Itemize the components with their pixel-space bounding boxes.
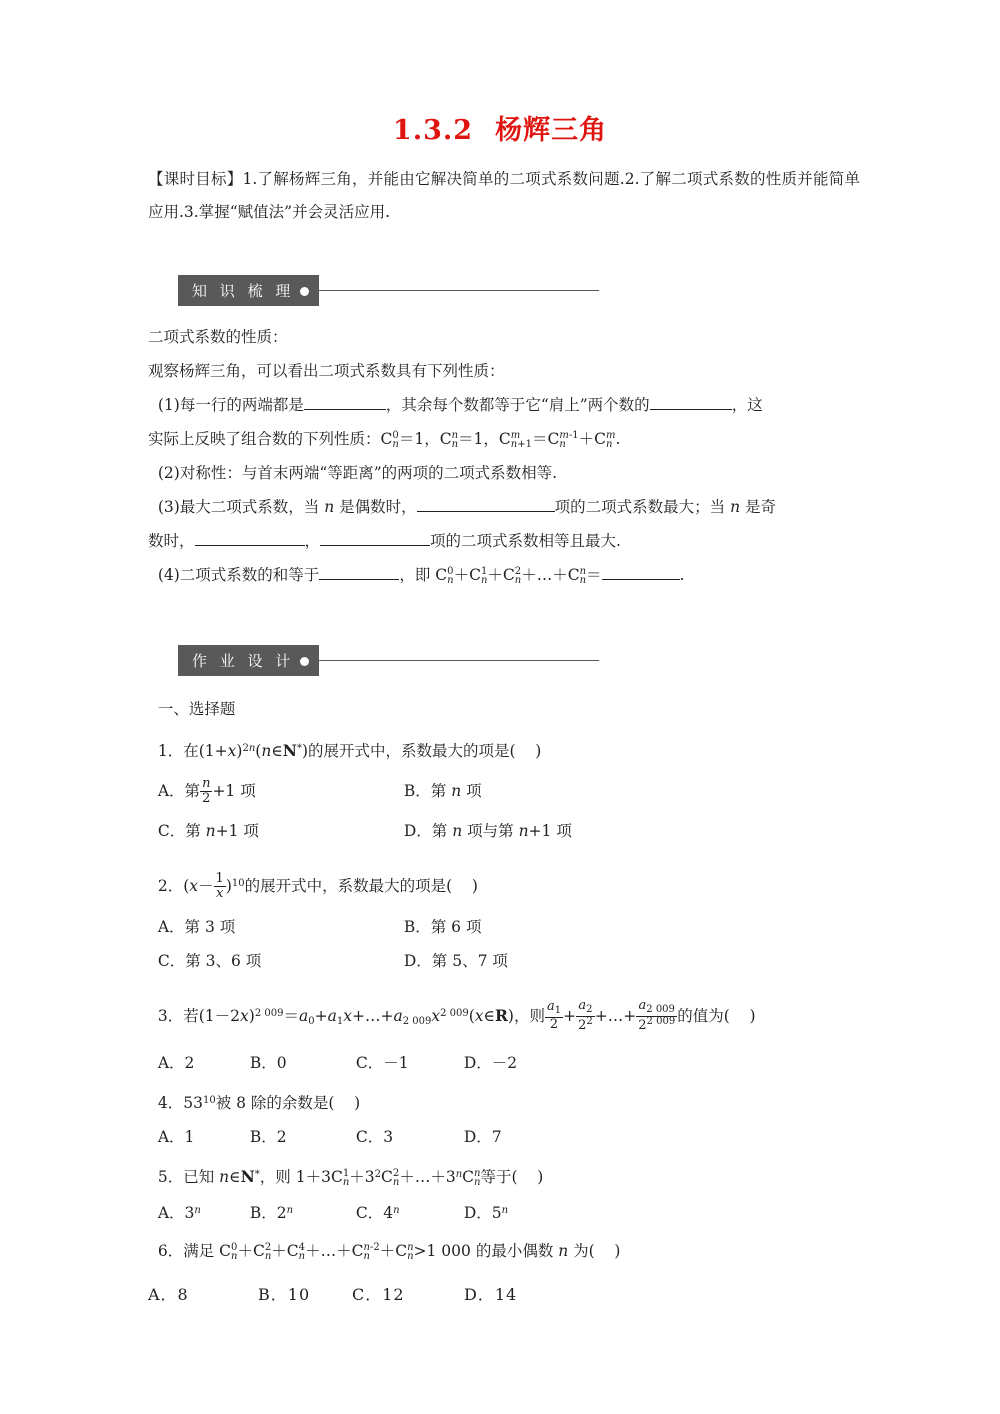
knowledge-item-1b: ，其余每个数都等于它“肩上”两个数的 — [385, 396, 650, 414]
option-4-A: A．1 — [157, 1128, 195, 1146]
option-5-C: C．4$^n$ — [355, 1204, 400, 1222]
option-2-C: C．第 3、6 项 — [157, 952, 262, 970]
fill-blank — [304, 409, 386, 410]
knowledge-item-2-text: (2)对称性：与首末两端“等距离”的两项的二项式系数相等. — [157, 464, 558, 482]
fill-blank — [650, 409, 732, 410]
question-3-options — [148, 1046, 860, 1080]
knowledge-item-3: (3)最大二项式系数，当 n 是偶数时， 项的二项式系数最大；当 n 是奇 — [148, 498, 777, 516]
question-1-options-row2 — [148, 814, 860, 848]
knowledge-item-1 — [148, 388, 860, 422]
option-3-A: A．2 — [157, 1054, 195, 1072]
section-rule — [319, 660, 599, 661]
section-heading-knowledge — [178, 275, 818, 305]
option-6-D: D．14 — [464, 1285, 518, 1304]
option-1-C: C．第 n+1 项 — [157, 822, 259, 840]
question-5-options — [148, 1194, 860, 1230]
option-4-B: B．2 — [249, 1128, 287, 1146]
title-number: 1.3.2 — [392, 115, 474, 146]
fill-blank — [319, 579, 399, 580]
option-1-B: B．第 n 项 — [403, 782, 482, 800]
question-5: 5．已知 n∈N*，则 1＋3C 1 n $+3^2C$ 2 n $+\dots+3^nC$ n n 等于( ) — [148, 1167, 544, 1188]
bullet-dot-icon — [300, 287, 309, 296]
section-tag-knowledge-label: 知 识 梳 理 — [192, 282, 295, 300]
option-2-D: D．第 5、7 项 — [403, 952, 508, 970]
knowledge-item-3-cont: 数时， ， 项的二项式系数相等且最大. — [148, 532, 621, 550]
fill-blank — [320, 545, 430, 546]
option-3-D: D．－2 — [463, 1054, 518, 1072]
option-5-B: B．2$^n$ — [249, 1204, 294, 1222]
fill-blank — [602, 579, 680, 580]
section-heading-homework — [178, 645, 818, 675]
question-2: 2．(x－ $\frac{1}{x}$ )$^{10}$的展开式中，系数最大的项是( ) — [148, 870, 478, 901]
option-6-C: C．12 — [352, 1285, 405, 1304]
knowledge-item-4: (4)二项式系数的和等于 ，即 C 0 n ＋C 1 n ＋C 2 n ＋…＋C n n ＝ . — [148, 566, 685, 586]
section-rule — [319, 290, 599, 291]
question-1-options-row1 — [148, 768, 860, 814]
objectives-text: 【课时目标】1.了解杨辉三角，并能由它解决简单的二项式系数问题.2.了解二项式系数的性质并能简单应用.3.掌握“赋值法”并会灵活应用. — [148, 170, 860, 221]
fill-blank — [195, 545, 305, 546]
knowledge-line-1-text: 二项式系数的性质： — [148, 328, 288, 346]
option-1-A: A．第 $\frac{n}{2}$ +1 项 — [157, 775, 256, 806]
question-1: 1．在$(1+x)^{2n}(n\in N^*)$的展开式中，系数最大的项是( ) — [148, 741, 542, 760]
option-5-A: A．3$^n$ — [157, 1204, 201, 1222]
question-2-options-row2 — [148, 944, 860, 978]
page-title — [0, 108, 1000, 147]
fill-blank — [417, 511, 555, 512]
option-1-D: D．第 n 项与第 n+1 项 — [403, 822, 572, 840]
knowledge-item-1-cont: 实际上反映了组合数的下列性质：C 0 n ＝1，C n n ＝1，C m n+1 ＝C m-1 n ＋C m n . — [148, 430, 621, 450]
homework-body — [148, 692, 860, 1268]
option-4-D: D．7 — [463, 1128, 502, 1146]
option-6-B: B．10 — [258, 1285, 311, 1304]
option-2-B: B．第 6 项 — [403, 918, 482, 936]
question-4-options — [148, 1120, 860, 1154]
option-6-A: A．8 — [148, 1285, 189, 1304]
homework-part-1-label: 一、选择题 — [157, 700, 236, 718]
question-4: 4．$53^{10}$被 8 除的余数是( ) — [148, 1094, 361, 1112]
knowledge-item-2 — [148, 456, 860, 490]
question-3: 3．若$(1-2x)^{2 009}=a_0+a_1x+\dots+a_{2 009}x^{2 009}(x\in R)$，则 $\frac{a_1}{2}$ + $\frac{a_2}{2^2}$ +…+ $\frac{a_{2 009}}{2^{2 009}}$ 的值为( ) — [148, 998, 756, 1033]
lesson-objectives — [148, 163, 860, 229]
section-tag-homework-label: 作 业 设 计 — [192, 652, 295, 670]
knowledge-item-1c: ，这 — [731, 396, 763, 414]
section-tag-knowledge — [178, 275, 319, 306]
homework-part-1 — [148, 692, 860, 726]
section-tag-homework — [178, 645, 319, 676]
knowledge-line-1 — [148, 320, 860, 354]
option-3-C: C．－1 — [355, 1054, 409, 1072]
question-2-options-row1 — [148, 910, 860, 944]
knowledge-item-1a: (1)每一行的两端都是 — [157, 396, 304, 414]
question-6-options — [148, 1282, 908, 1305]
bullet-dot-icon — [300, 657, 309, 666]
question-6: 6．满足 C 0 n ＋C 2 n ＋C 4 n ＋…＋C n-2 n ＋C n n >1 000 的最小偶数 n 为( ) — [148, 1242, 621, 1262]
option-2-A: A．第 3 项 — [157, 918, 236, 936]
knowledge-body — [148, 320, 860, 592]
option-3-B: B．0 — [249, 1054, 287, 1072]
knowledge-line-2-text: 观察杨辉三角，可以看出二项式系数具有下列性质： — [148, 362, 505, 380]
option-5-D: D．5$^n$ — [463, 1204, 509, 1222]
title-text: 杨辉三角 — [495, 115, 608, 146]
knowledge-item-1d: 实际上反映了组合数的下列性质： — [148, 430, 381, 448]
option-4-C: C．3 — [355, 1128, 394, 1146]
knowledge-line-2 — [148, 354, 860, 388]
